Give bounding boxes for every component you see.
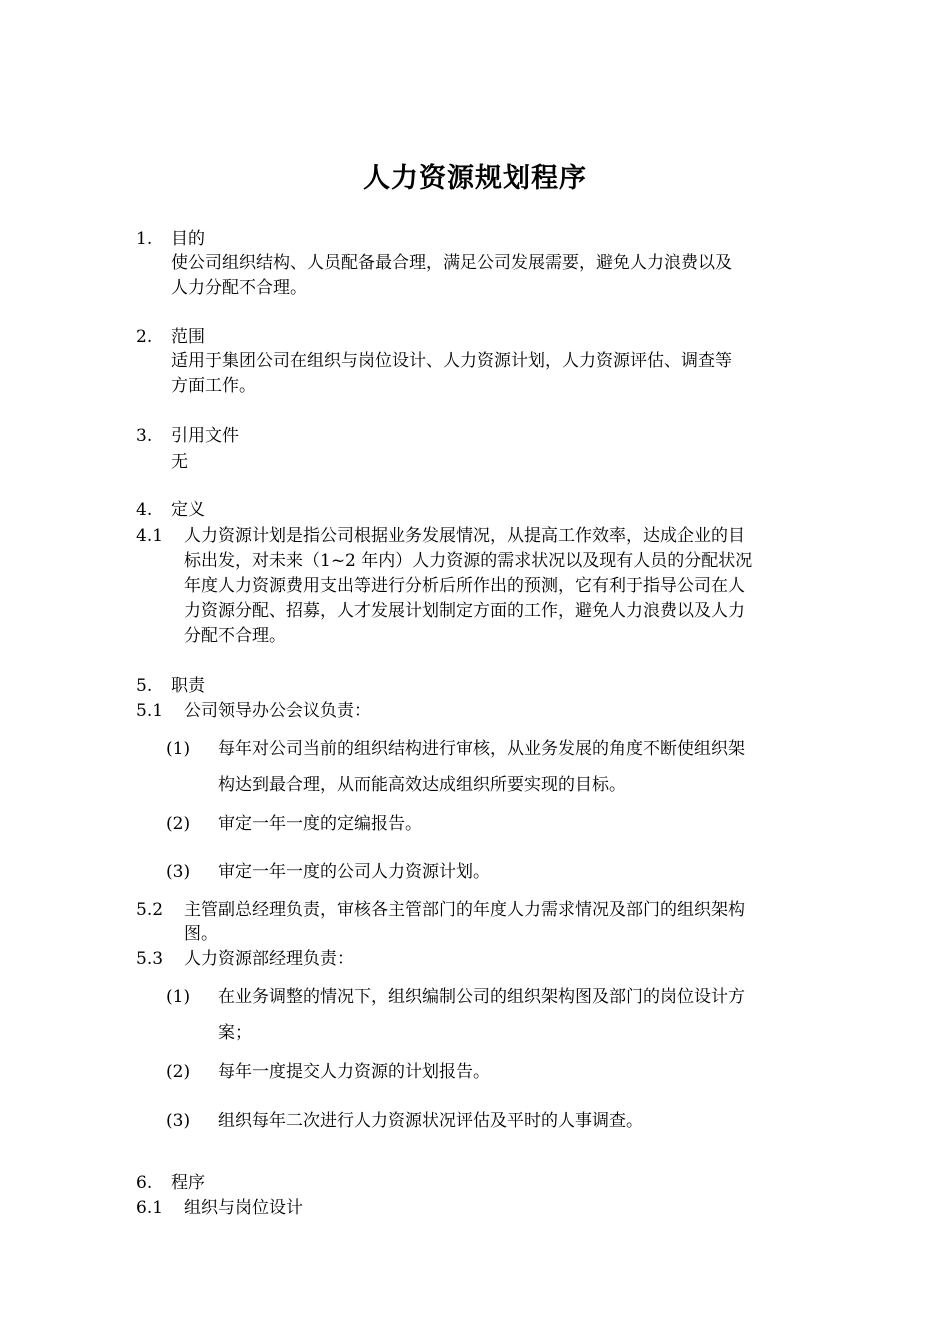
section-number: 3.: [136, 426, 153, 446]
paragraph-line: 标出发，对未来（1~2 年内）人力资源的需求状况以及现有人员的分配状况: [184, 551, 753, 571]
paragraph-line: 人力资源部经理负责：: [184, 949, 354, 969]
section-heading: 范围: [171, 327, 205, 347]
paragraph-line: 图。: [184, 924, 218, 944]
list-item-number: (3): [166, 862, 191, 882]
list-item-number: (3): [166, 1111, 191, 1131]
paragraph-line: 使公司组织结构、人员配备最合理，满足公司发展需要，避免人力浪费以及: [171, 253, 732, 273]
paragraph-line: 公司领导办公会议负责：: [184, 701, 371, 721]
paragraph-line: 主管副总经理负责，审核各主管部门的年度人力需求情况及部门的组织架构: [184, 900, 745, 920]
list-item-line: 构达到最合理，从而能高效达成组织所要实现的目标。: [218, 775, 626, 795]
section-heading: 程序: [171, 1173, 205, 1193]
list-item-line: 每年一度提交人力资源的计划报告。: [218, 1062, 490, 1082]
list-item-number: (2): [166, 1062, 191, 1082]
paragraph-line: 无: [171, 452, 188, 472]
list-item-line: 在业务调整的情况下，组织编制公司的组织架构图及部门的岗位设计方: [218, 987, 745, 1007]
paragraph-line: 适用于集团公司在组织与岗位设计、人力资源计划，人力资源评估、调查等: [171, 351, 732, 371]
section-heading: 定义: [171, 500, 205, 520]
paragraph-line: 人力分配不合理。: [171, 278, 307, 298]
list-item-number: (2): [166, 814, 191, 834]
subsection-number: 4.1: [136, 526, 164, 546]
section-number: 4.: [136, 500, 153, 520]
paragraph-line: 组织与岗位设计: [184, 1198, 303, 1218]
subsection-number: 6.1: [136, 1198, 164, 1218]
paragraph-line: 力资源分配、招募，人才发展计划制定方面的工作，避免人力浪费以及人力: [184, 601, 745, 621]
paragraph-line: 分配不合理。: [184, 626, 286, 646]
page-title: 人力资源规划程序: [363, 163, 587, 194]
list-item-line: 每年对公司当前的组织结构进行审核，从业务发展的角度不断使组织架: [218, 739, 745, 759]
list-item-line: 案；: [218, 1023, 252, 1043]
subsection-number: 5.3: [136, 949, 164, 969]
section-heading: 目的: [171, 229, 205, 249]
paragraph-line: 年度人力资源费用支出等进行分析后所作出的预测，它有利于指导公司在人: [184, 576, 745, 596]
list-item-line: 审定一年一度的定编报告。: [218, 814, 422, 834]
subsection-number: 5.1: [136, 701, 164, 721]
section-heading: 引用文件: [171, 426, 239, 446]
list-item-number: (1): [166, 987, 191, 1007]
section-number: 5.: [136, 676, 153, 696]
section-number: 6.: [136, 1173, 153, 1193]
list-item-line: 组织每年二次进行人力资源状况评估及平时的人事调查。: [218, 1111, 643, 1131]
subsection-number: 5.2: [136, 900, 164, 920]
list-item-number: (1): [166, 739, 191, 759]
section-number: 2.: [136, 327, 153, 347]
section-number: 1.: [136, 229, 153, 249]
list-item-line: 审定一年一度的公司人力资源计划。: [218, 862, 490, 882]
section-heading: 职责: [171, 676, 205, 696]
paragraph-line: 方面工作。: [171, 376, 256, 396]
paragraph-line: 人力资源计划是指公司根据业务发展情况，从提高工作效率，达成企业的目: [184, 526, 745, 546]
